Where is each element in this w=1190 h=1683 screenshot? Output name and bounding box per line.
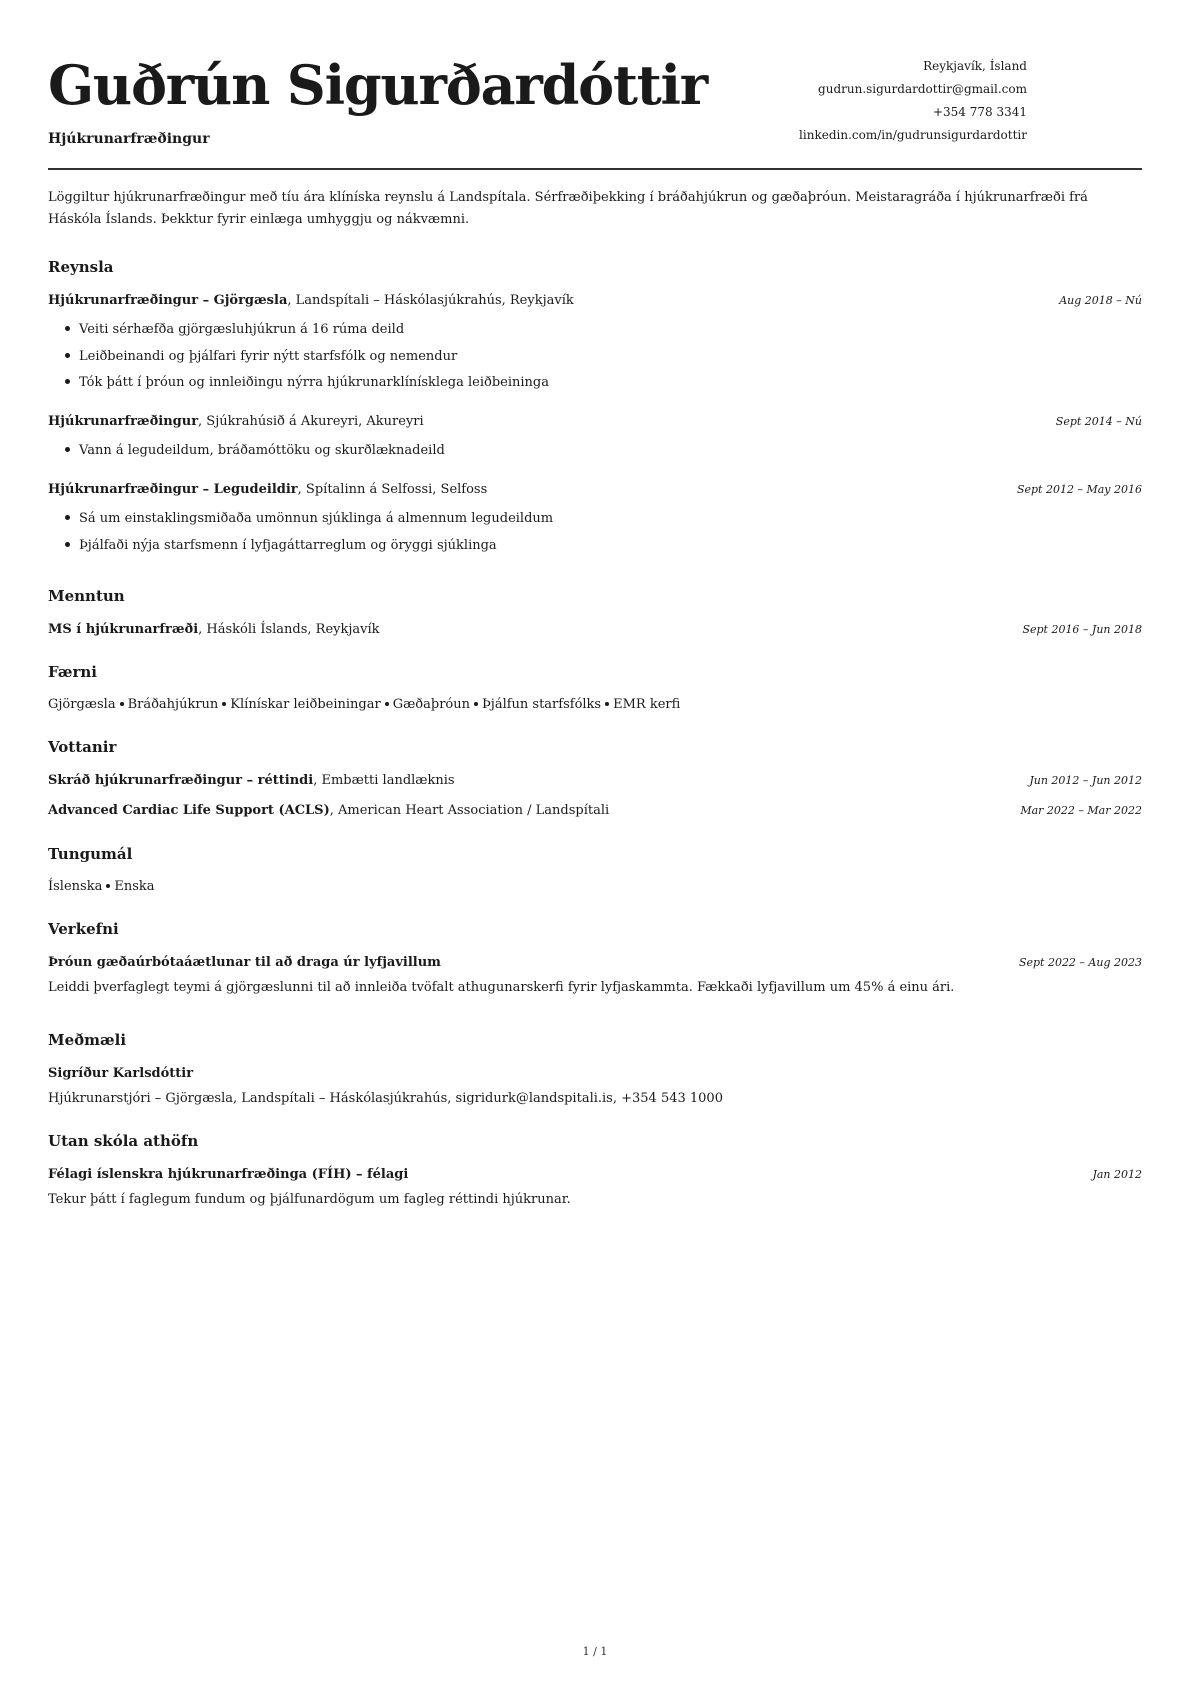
separator-dot-icon (106, 884, 110, 888)
contact-location: Reykjavík, Ísland (923, 59, 1027, 73)
activity-description: Tekur þátt í faglegum fundum og þjálfunardögum um fagleg réttindi hjúkrunar. (48, 1192, 571, 1207)
skill-item: EMR kerfi (613, 697, 681, 712)
job-position: Hjúkrunarfræðingur – Gjörgæsla (48, 293, 288, 308)
education-school: , Háskóli Íslands, Reykjavík (198, 622, 380, 637)
activity-dates: Jan 2012 (1092, 1168, 1142, 1181)
job-bullet: Veiti sérhæfða gjörgæsluhjúkrun á 16 rúma deild (65, 320, 404, 340)
certification-entry (48, 771, 1142, 791)
certification-name: Skráð hjúkrunarfræðingur – réttindi (48, 773, 314, 788)
separator-dot-icon (222, 702, 226, 706)
contact-block (799, 55, 1027, 147)
activity-entry (48, 1165, 1142, 1185)
reference-name: Sigríður Karlsdóttir (48, 1066, 194, 1081)
section-title-activities: Utan skóla athöfn (48, 1132, 199, 1150)
skills-list (48, 695, 680, 715)
skill-item: Þjálfun starfsfólks (482, 697, 602, 712)
separator-dot-icon (474, 702, 478, 706)
job-dates: Sept 2014 – Nú (1055, 415, 1142, 428)
education-entry (48, 620, 1142, 640)
reference-details: Hjúkrunarstjóri – Gjörgæsla, Landspítali – Háskólasjúkrahús, sigridurk@landspitali.is, +354 543 1000 (48, 1091, 723, 1106)
experience-entry (48, 412, 1142, 432)
certification-entry (48, 801, 1142, 821)
skill-item: Gæðaþróun (392, 697, 470, 712)
skill-item: Klínískar leiðbeiningar (230, 697, 381, 712)
section-title-certifications: Vottanir (48, 738, 117, 756)
language-item: Íslenska (48, 879, 103, 894)
activity-name: Félagi íslenskra hjúkrunarfræðinga (FÍH) – félagi (48, 1167, 409, 1182)
certification-issuer: , American Heart Association / Landspítali (329, 803, 610, 818)
resume-page (48, 0, 1142, 1207)
skill-item: Gjörgæsla (48, 697, 116, 712)
contact-email[interactable]: gudrun.sigurdardottir@gmail.com (818, 82, 1027, 96)
experience-entry (48, 291, 1142, 311)
contact-linkedin[interactable]: linkedin.com/in/gudrunsigurdardottir (799, 128, 1027, 142)
job-bullet: Tók þátt í þróun og innleiðingu nýrra hjúkrunarklínísklega leiðbeininga (65, 373, 549, 393)
section-title-education: Menntun (48, 587, 125, 605)
job-position: Hjúkrunarfræðingur – Legudeildir (48, 482, 298, 497)
job-dates: Sept 2012 – May 2016 (1016, 483, 1142, 496)
certification-issuer: , Embætti landlæknis (313, 773, 455, 788)
section-title-references: Meðmæli (48, 1031, 127, 1049)
language-item: Enska (114, 879, 155, 894)
contact-phone: +354 778 3341 (932, 105, 1027, 119)
project-description: Leiddi þverfaglegt teymi á gjörgæslunni til að innleiða tvöfalt athugunarskerfi fyrir lyfjaskammta. Fækkaði lyfjavillum um 45% á einu ári. (48, 980, 955, 995)
separator-dot-icon (385, 702, 389, 706)
resume-header (48, 0, 1142, 170)
separator-dot-icon (605, 702, 609, 706)
skill-item: Bráðahjúkrun (127, 697, 219, 712)
project-dates: Sept 2022 – Aug 2023 (1018, 956, 1142, 969)
experience-entry (48, 480, 1142, 500)
reference-entry (48, 1064, 1142, 1084)
summary-text: Löggiltur hjúkrunarfræðingur með tíu ára klíníska reynslu á Landspítala. Sérfræðiþekking í bráðahjúkrun og gæðaþróun. Meistaragráða í hjúkrunarfræði frá Háskóla Íslands. Þekktur fyrir einlæga umhyggju og nákvæmni. (48, 190, 1088, 227)
candidate-role: Hjúkrunarfræðingur (48, 131, 210, 147)
job-bullet: Sá um einstaklingsmiðaða umönnun sjúklinga á almennum legudeildum (65, 509, 553, 529)
languages-list (48, 877, 155, 897)
page-number: 1 / 1 (582, 1645, 608, 1658)
header-divider (48, 168, 1142, 170)
job-bullet: Þjálfaði nýja starfsmenn í lyfjagáttarreglum og öryggi sjúklinga (65, 536, 497, 556)
section-title-languages: Tungumál (48, 845, 133, 863)
candidate-name: Guðrún Sigurðardóttir (48, 53, 708, 117)
certification-dates: Mar 2022 – Mar 2022 (1020, 804, 1142, 817)
education-degree: MS í hjúkrunarfræði (48, 622, 199, 637)
certification-dates: Jun 2012 – Jun 2012 (1029, 774, 1142, 787)
section-title-projects: Verkefni (48, 920, 119, 938)
job-employer: , Sjúkrahúsið á Akureyri, Akureyri (198, 414, 424, 429)
education-dates: Sept 2016 – Jun 2018 (1022, 623, 1142, 636)
project-name: Þróun gæðaúrbótaáætlunar til að draga úr lyfjavillum (48, 955, 441, 970)
section-title-skills: Færni (48, 663, 97, 681)
job-position: Hjúkrunarfræðingur (48, 414, 199, 429)
job-dates: Aug 2018 – Nú (1059, 294, 1142, 307)
job-bullet: Vann á legudeildum, bráðamóttöku og skurðlæknadeild (65, 441, 445, 461)
section-title-experience: Reynsla (48, 258, 114, 276)
certification-name: Advanced Cardiac Life Support (ACLS) (48, 803, 330, 818)
project-entry (48, 953, 1142, 973)
job-employer: , Landspítali – Háskólasjúkrahús, Reykjavík (287, 293, 574, 308)
job-employer: , Spítalinn á Selfossi, Selfoss (297, 482, 488, 497)
job-bullet: Leiðbeinandi og þjálfari fyrir nýtt starfsfólk og nemendur (65, 347, 457, 367)
separator-dot-icon (120, 702, 124, 706)
